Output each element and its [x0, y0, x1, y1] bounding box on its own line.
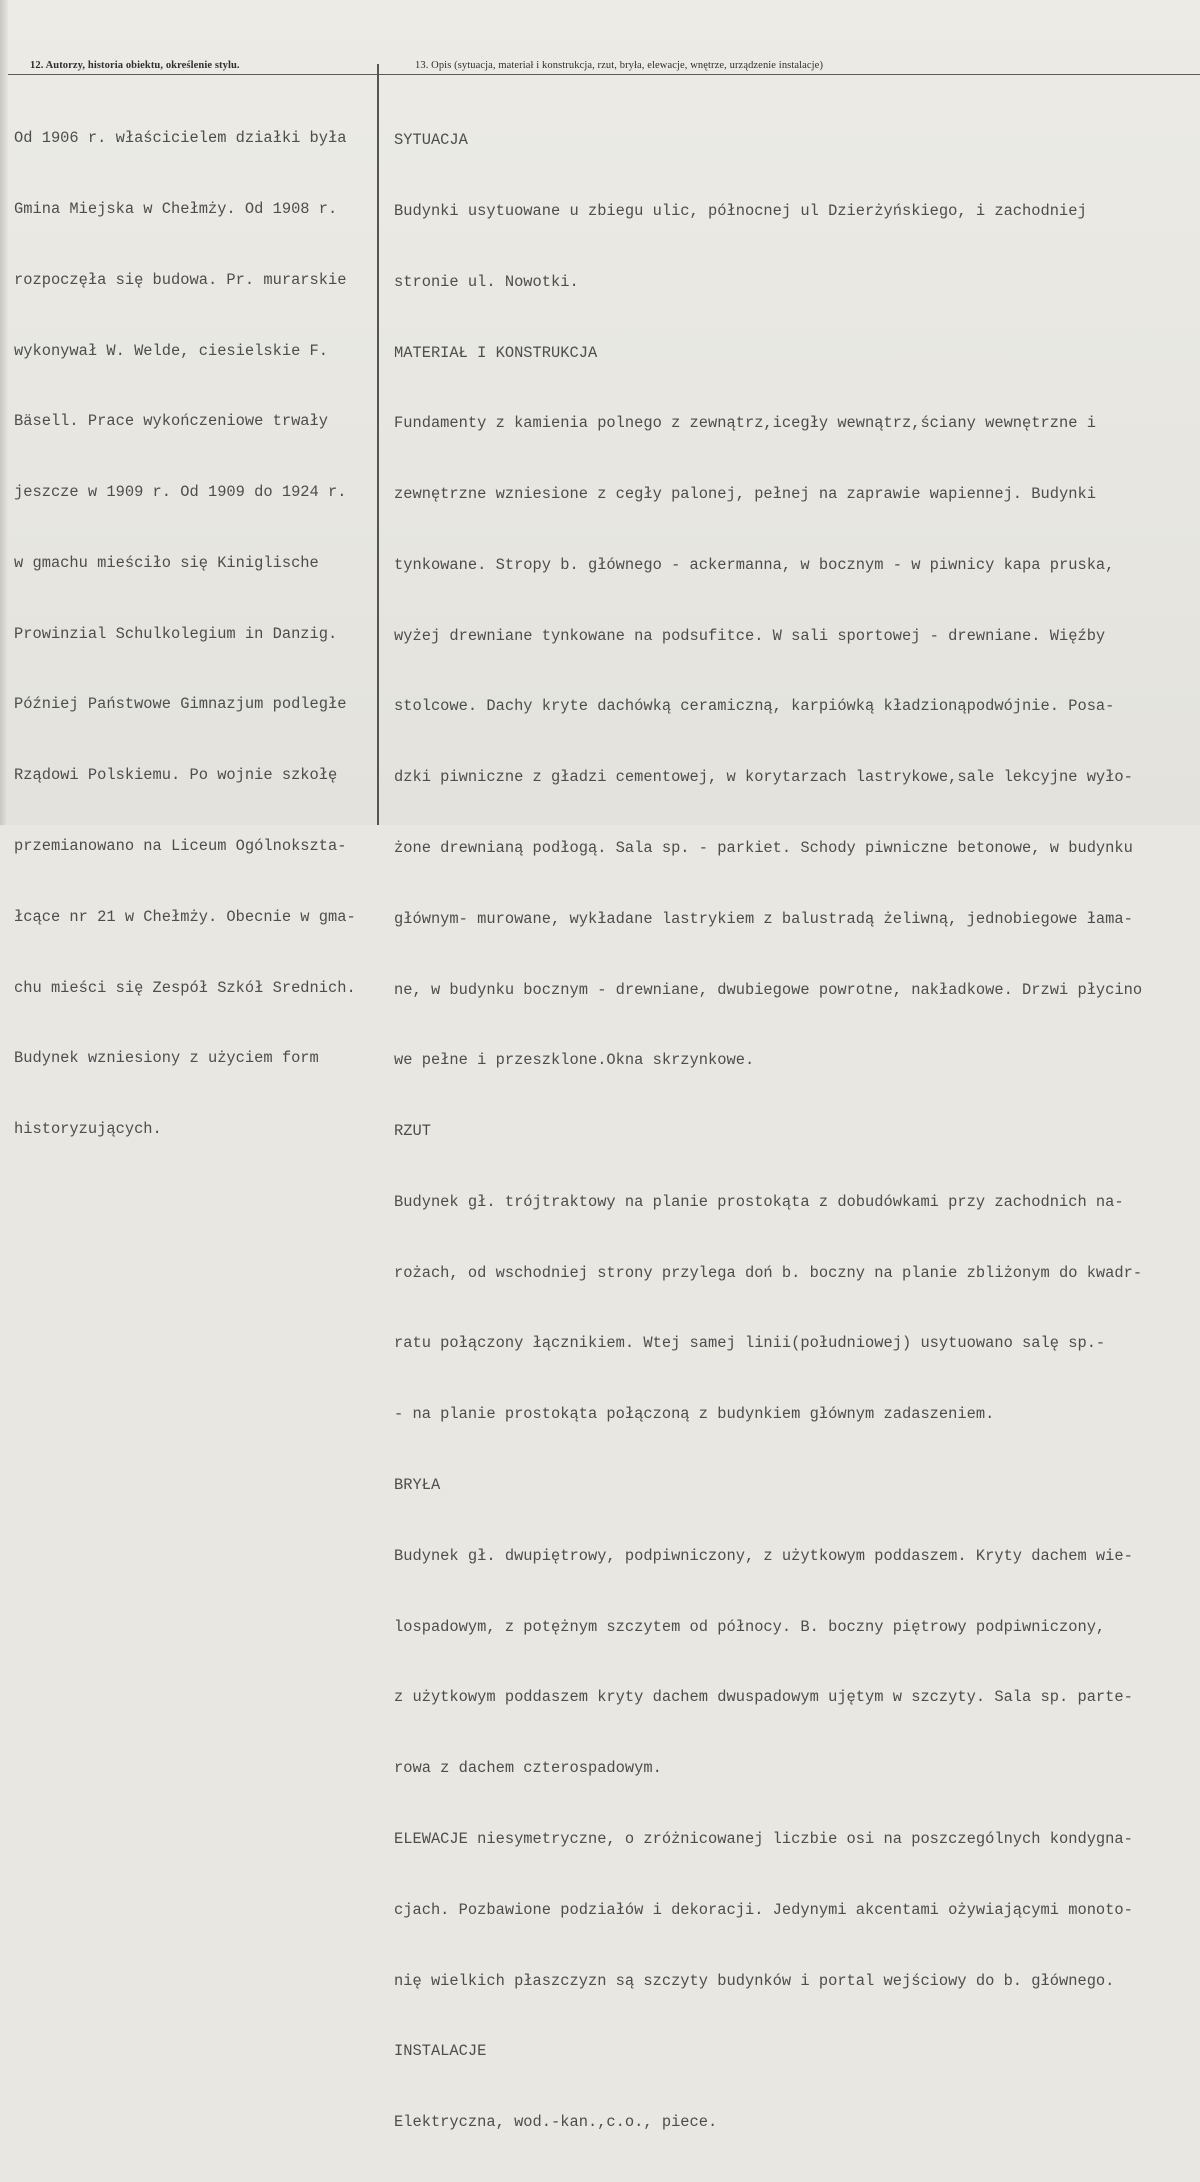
- description-line: ELEWACJE niesymetryczne, o zróżnicowanej liczbie osi na poszczególnych kondygna-: [394, 1829, 1133, 1848]
- description-text: [394, 82, 1142, 2182]
- description-line: żone drewnianą podłogą. Sala sp. - parkiet. Schody piwniczne betonowe, w budynku: [394, 839, 1133, 857]
- history-text: [14, 80, 356, 1189]
- description-line: Budynki usytuowane u zbiegu ulic, północnej ul Dzierżyńskiego, i zachodniej: [394, 201, 1087, 220]
- column-divider: [377, 64, 379, 825]
- description-line: Budynek gł. trójtraktowy na planie prostokąta z dobudówkami przy zachodnich na-: [394, 1192, 1124, 1211]
- description-line: we pełne i przeszklone.Okna skrzynkowe.: [394, 1051, 755, 1070]
- description-line: rowa z dachem czterospadowym.: [394, 1759, 662, 1778]
- history-line: Od 1906 r. właścicielem działki była: [14, 129, 347, 148]
- description-line: stolcowe. Dachy kryte dachówką ceramiczną, karpiówką kładzionąpodwójnie. Posa-: [394, 697, 1115, 716]
- description-line: Fundamenty z kamienia polnego z zewnątrz,icegły wewnątrz,ściany wewnętrzne i: [394, 414, 1096, 433]
- history-line: przemianowano na Liceum Ogólnokszta-: [14, 837, 347, 855]
- description-line: ratu połączony łącznikiem. Wtej samej linii(południowej) usytuowano salę sp.-: [394, 1334, 1106, 1353]
- heading-sytuacja: SYTUACJA: [394, 131, 468, 150]
- description-line: wyżej drewniane tynkowane na podsufitce. W sali sportowej - drewniane. Więźby: [394, 626, 1106, 645]
- section-12-header: 12. Autorzy, historia obiektu, określenie stylu.: [30, 60, 240, 71]
- description-line: - na planie prostokąta połączoną z budynkiem głównym zadaszeniem.: [394, 1405, 995, 1424]
- description-line: Budynek gł. dwupiętrowy, podpiwniczony, z użytkowym poddaszem. Kryty dachem wie-: [394, 1546, 1133, 1565]
- description-line: głównym- murowane, wykładane lastrykiem z balustradą żeliwną, jednobiegowe łama-: [394, 909, 1133, 928]
- description-line: lospadowym, z potężnym szczytem od północy. B. boczny piętrowy podpiwniczony,: [394, 1617, 1106, 1636]
- description-line: Elektryczna, wod.-kan.,c.o., piece.: [394, 2113, 718, 2132]
- history-line: Budynek wzniesiony z użyciem form: [14, 1049, 319, 1068]
- description-line: stronie ul. Nowotki.: [394, 272, 579, 291]
- history-line: łcące nr 21 w Chełmży. Obecnie w gma-: [14, 907, 356, 926]
- description-line: cjach. Pozbawione podziałów i dekoracji. Jedynymi akcentami ożywiającymi monoto-: [394, 1900, 1133, 1919]
- heading-bryla: BRYŁA: [394, 1476, 441, 1495]
- history-line: historyzujących.: [14, 1120, 162, 1139]
- paper-edge: [0, 0, 8, 825]
- description-line: nię wielkich płaszczyzn są szczyty budynków i portal wejściowy do b. głównego.: [394, 1971, 1115, 1990]
- heading-material: MATERIAŁ I KONSTRUKCJA: [394, 343, 598, 362]
- description-line: rożach, od wschodniej strony przylega doń b. boczny na planie zbliżonym do kwadr-: [394, 1263, 1143, 1282]
- history-line: rozpoczęła się budowa. Pr. murarskie: [14, 270, 347, 289]
- header-rule: [8, 74, 1200, 75]
- description-line: dzki piwniczne z gładzi cementowej, w korytarzach lastrykowe,sale lekcyjne wyło-: [394, 768, 1133, 787]
- history-line: Później Państwowe Gimnazjum podległe: [14, 695, 347, 714]
- history-line: chu mieści się Zespół Szkół Srednich.: [14, 978, 356, 997]
- heading-instalacje: INSTALACJE: [394, 2042, 487, 2061]
- history-line: Prowinzial Schulkolegium in Danzig.: [14, 624, 338, 643]
- section-13-header: 13. Opis (sytuacja, materiał i konstrukcja, rzut, bryła, elewacje, wnętrze, urządzenie instalacje): [415, 60, 824, 71]
- history-line: Gmina Miejska w Chełmży. Od 1908 r.: [14, 199, 338, 218]
- history-line: jeszcze w 1909 r. Od 1909 do 1924 r.: [14, 483, 347, 502]
- history-line: w gmachu mieściło się Kiniglische: [14, 553, 319, 572]
- description-line: zewnętrzne wzniesione z cegły palonej, pełnej na zaprawie wapiennej. Budynki: [394, 485, 1096, 504]
- description-line: z użytkowym poddaszem kryty dachem dwuspadowym ujętym w szczyty. Sala sp. parte-: [394, 1688, 1133, 1707]
- history-line: Rządowi Polskiemu. Po wojnie szkołę: [14, 766, 338, 785]
- description-line: ne, w budynku bocznym - drewniane, dwubiegowe powrotne, nakładkowe. Drzwi płycino: [394, 980, 1143, 999]
- heading-rzut: RZUT: [394, 1122, 431, 1141]
- history-line: Bäsell. Prace wykończeniowe trwały: [14, 412, 329, 431]
- history-line: wykonywał W. Welde, ciesielskie F.: [14, 341, 329, 360]
- description-line: tynkowane. Stropy b. głównego - ackermanna, w bocznym - w piwnicy kapa pruska,: [394, 555, 1115, 574]
